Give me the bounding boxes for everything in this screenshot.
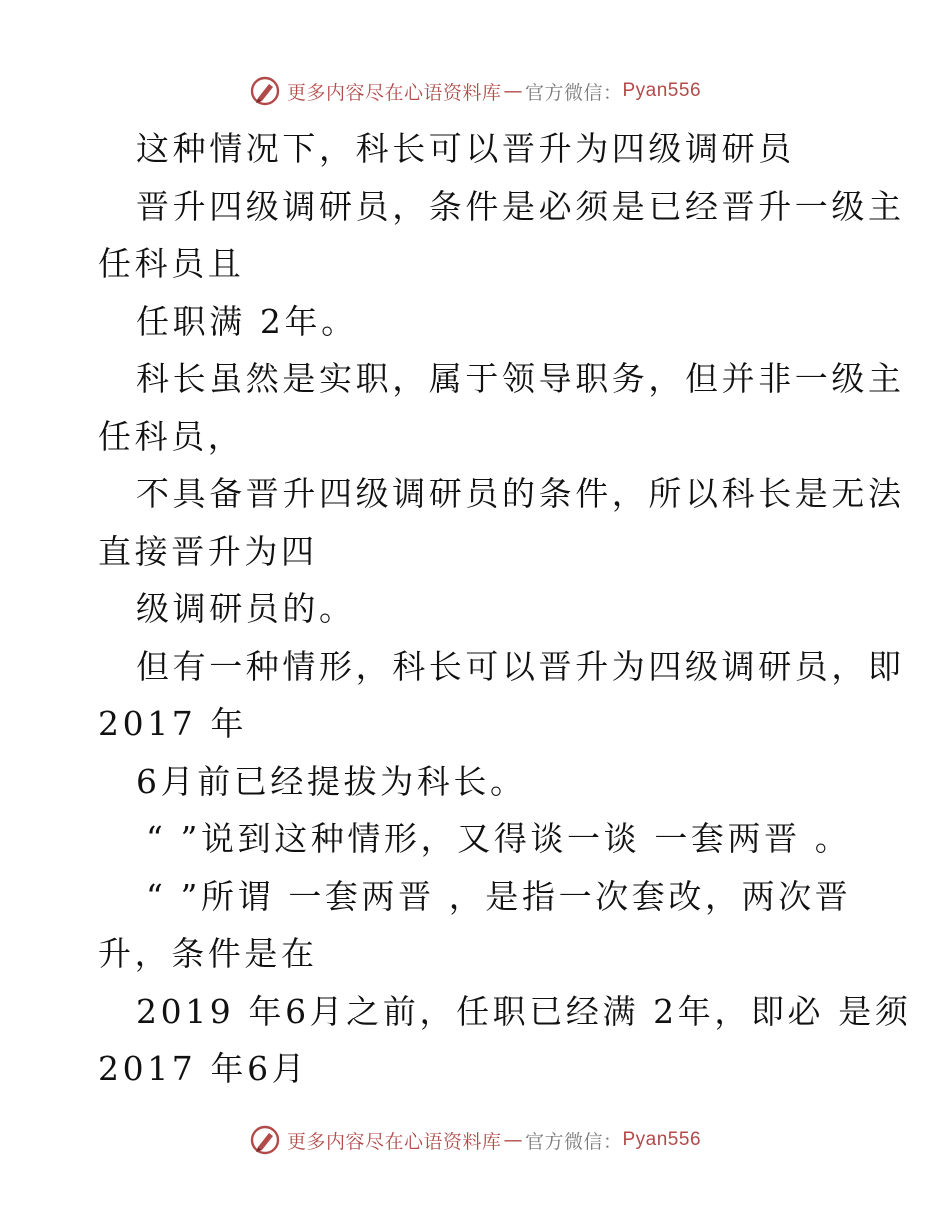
paragraph-line: 任科员且: [98, 244, 245, 283]
footer-watermark: [0, 1120, 950, 1160]
paragraph-line: 6月前已经提拔为科长。: [136, 761, 527, 801]
paragraph-line: 但有一种情形，科长可以晋升为四级调研员，即: [136, 646, 905, 686]
paragraph-line: 不具备晋升四级调研员的条件，所以科长是无法: [136, 474, 905, 513]
watermark-text: 更多内容尽在心语资料库: [286, 1130, 502, 1153]
watermark-label: 官方微信：: [524, 81, 623, 104]
paragraph-line: 级调研员的。: [136, 589, 356, 628]
paragraph-line: 任科员，: [98, 416, 245, 456]
header-watermark: [0, 71, 950, 111]
paragraph-line: “ ”所谓 一套两晋 ，是指一次套改，两次晋: [146, 876, 852, 916]
paragraph-line: 任职满 2年。: [136, 301, 358, 341]
paragraph-line: 晋升四级调研员，条件是必须是已经晋升一级主: [136, 186, 905, 226]
watermark-label: 官方微信：: [524, 1130, 623, 1153]
paragraph-line: 2017 年: [98, 704, 248, 743]
watermark-id: Pyan556: [622, 1129, 702, 1150]
paragraph-line: 科长虽然是实职，属于领导职务，但并非一级主: [136, 359, 905, 398]
watermark-text: 更多内容尽在心语资料库: [286, 81, 502, 104]
watermark-separator: —: [503, 80, 523, 102]
document-body: [98, 120, 912, 1098]
paragraph-line: 2017 年6月: [98, 1049, 309, 1088]
paragraph-line: 2019 年6月之前，任职已经满 2年，即必 是须: [136, 991, 912, 1031]
pen-logo-icon: [249, 75, 281, 107]
paragraph-line: 直接晋升为四: [98, 531, 318, 571]
paragraph-line: 升，条件是在: [98, 934, 318, 973]
paragraph-line: “ ”说到这种情形，又得谈一谈 一套两晋 。: [146, 819, 852, 858]
pen-logo-icon: [249, 1124, 281, 1156]
paragraph-line: 这种情况下，科长可以晋升为四级调研员: [136, 129, 795, 168]
watermark-separator: —: [503, 1129, 523, 1151]
watermark-id: Pyan556: [622, 80, 702, 101]
